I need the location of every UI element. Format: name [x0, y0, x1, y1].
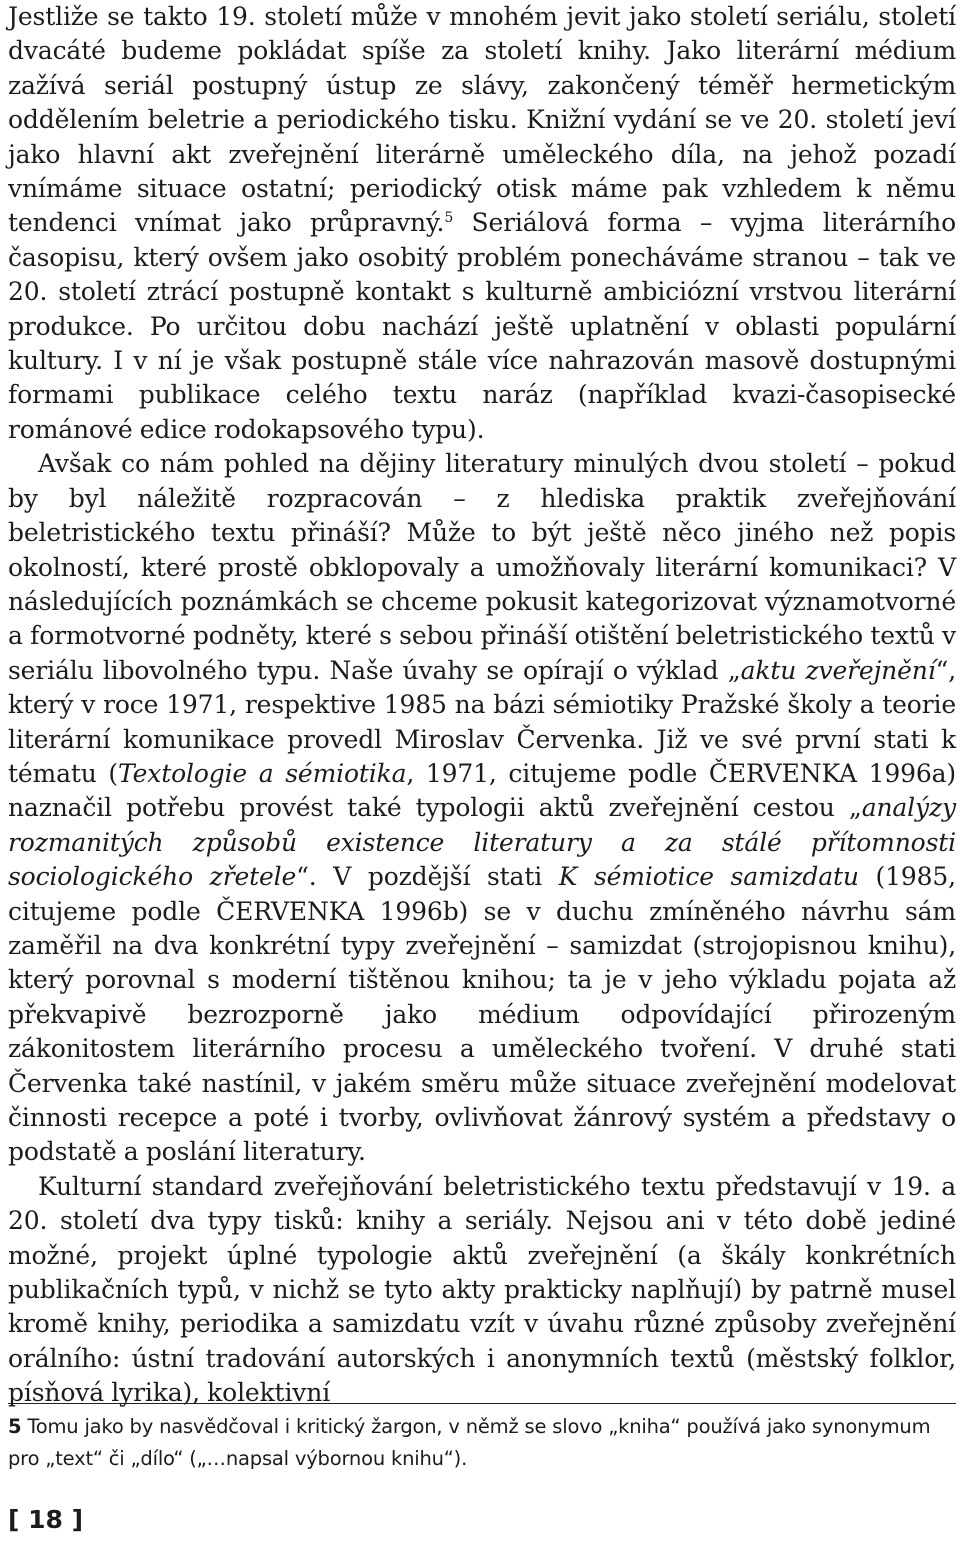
text-span: (1985, citujeme podle ČERVENKA 1996b) se v duchu zmíněného návrhu sám zaměřil na dva konkrétní typy zveřejnění – samizdat (strojopisnou knihu), který porovnal s moderní tištěnou knihou; ta je v jeho výkladu pojata až překvapivě bezrozporně jako médium odpovídající přirozeným zákonitostem literárního procesu a uměleckého tvoření. V druhé stati Červenka také nastínil, v jakém směru může situace zveřejnění modelovat činnosti recepce a poté i tvorby, ovlivňovat žánrový systém a představy o podstatě a poslání literatury. — [8, 862, 956, 1167]
footnote-number: 5 — [8, 1415, 22, 1438]
text-span: “. V pozdější stati — [296, 862, 559, 892]
text-span: Jestliže se takto 19. století může v mnohém jevit jako století seriálu, století dvacáté budeme pokládat spíše za století knihy. Jako literární médium zažívá seriál postupný ústup ze slávy, zakončený téměř hermetickým oddělením beletrie a periodického tisku. Knižní vydání se ve 20. století jeví jako hlavní akt zveřejnění literárně uměleckého díla, na jehož pozadí vnímáme situace ostatní; periodický otisk máme pak vzhledem k němu tendenci vnímat jako průpravný. — [8, 2, 956, 238]
footnote-divider — [8, 1403, 956, 1404]
text-span: Seriálová forma – vyjma literárního časopisu, který ovšem jako osobitý problém ponecháváme stranou – tak ve 20. století ztrácí postupně kontakt s kulturně ambiciózní vrstvou literární produkce. Po určitou dobu nachází ještě uplatnění v oblasti populární kultury. I v ní je však postupně stále více nahrazován masově dostupnými formami publikace celého textu naráz (například kvazi-časopisecké románové edice rodokapsového typu). — [8, 208, 957, 444]
footnote-text: Tomu jako by nasvědčoval i kritický žargon, v němž se slovo „kniha“ používá jako synonymum pro „text“ či „dílo“ („…napsal výbornou knihu“). — [8, 1415, 931, 1470]
footnote — [8, 1411, 956, 1475]
paragraph — [8, 0, 956, 447]
page-number: [ 18 ] — [8, 1505, 84, 1534]
footnote-ref: 5 — [444, 210, 454, 227]
page — [8, 0, 956, 1411]
italic-span: aktu zveřejnění — [740, 655, 936, 685]
text-span: “, který v roce 1971, respektive 1985 na bázi sémiotiky Pražské školy a teorie literární komunikace provedl Miroslav Červenka. Již ve své první stati k tématu ( — [8, 655, 956, 788]
text-span: Avšak co nám pohled na dějiny literatury minulých dvou století – pokud by byl náležitě rozpracován – z hlediska praktik zveřejňování beletristického textu přináší? Může to být ještě něco jiného než popis okolností, které prostě obklopovaly a umožňovaly literární komunikaci? V následujících poznámkách se chceme pokusit kategorizovat významotvorné a formotvorné podněty, které s sebou přináší otištění beletristického textů v seriálu libovolného typu. Naše úvahy se opírají o výklad „ — [8, 449, 956, 685]
paragraph — [8, 1170, 956, 1411]
paragraph — [8, 447, 956, 1170]
italic-span: K sémiotice samizdatu — [558, 862, 859, 892]
body-text — [8, 0, 956, 1411]
text-span: Kulturní standard zveřejňování beletristického textu představují v 19. a 20. století dva typy tisků: knihy a seriály. Nejsou ani v této době jediné možné, projekt úplné typologie aktů zveřejnění (a škály konkrétních publikačních typů, v nichž se tyto akty prakticky naplňují) by patrně musel kromě knihy, periodika a samizdatu vzít v úvahu různé způsoby zveřejnění orálního: ústní tradování autorských i anonymních textů (městský folklor, písňová lyrika), kolektivní — [8, 1171, 956, 1408]
italic-span: analýzy rozmanitých způsobů existence literatury a za stálé přítomnosti sociologického zřetele — [8, 793, 956, 892]
text-span: , 1971, citujeme podle ČERVENKA 1996a) naznačil potřebu provést také typologii aktů zveřejnění cestou „ — [8, 758, 956, 823]
italic-span: Textologie a sémiotika — [118, 758, 407, 788]
